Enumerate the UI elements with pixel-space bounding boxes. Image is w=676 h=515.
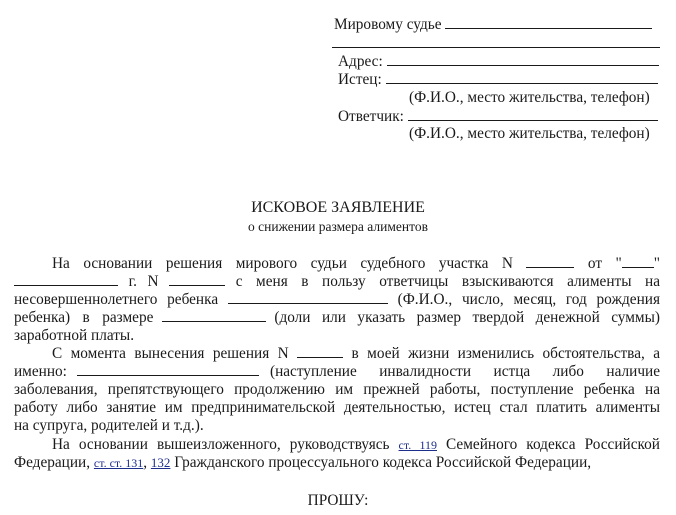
p2-line-4: работу либо занятие им предпринимательской деятельностью, истец стал платить алименты — [14, 399, 660, 416]
defendant-label: Ответчик: — [338, 108, 404, 125]
p2-line-1: С момента вынесения решения N в моей жизни изменились обстоятельства, а — [52, 345, 661, 362]
judge-name-blank — [445, 15, 652, 29]
court-number-blank — [526, 255, 574, 268]
plaintiff-hint: (Ф.И.О., место жительства, телефон) — [409, 89, 650, 106]
day-blank — [622, 255, 654, 268]
civil-procedure-article-131-link[interactable]: ст. ст. 131 — [93, 456, 144, 470]
address-blank — [387, 52, 659, 66]
date-blank — [14, 273, 118, 286]
p1-line-2: г. N с меня в пользу ответчицы взыскиваются алименты на — [14, 273, 660, 291]
circumstances-blank — [77, 363, 259, 376]
plaintiff-blank — [386, 70, 658, 84]
document-title: ИСКОВОЕ ЗАЯВЛЕНИЕ — [251, 199, 425, 216]
defendant-blank — [408, 107, 658, 121]
document-subtitle: о снижении размера алиментов — [248, 219, 428, 234]
civil-procedure-article-132-link[interactable]: 132 — [150, 455, 171, 470]
child-name-blank — [228, 291, 388, 304]
defendant-hint: (Ф.И.О., место жительства, телефон) — [409, 125, 650, 142]
p1-line-5: заработной платы. — [14, 327, 135, 344]
family-code-article-119-link[interactable]: ст. 119 — [398, 438, 437, 452]
request-heading: ПРОШУ: — [307, 492, 369, 509]
decision-number-blank — [169, 273, 225, 286]
amount-blank — [162, 309, 266, 322]
p2-line-5: на супруга, родителей и т.д.). — [14, 417, 204, 434]
judge-label: Мировому судье — [334, 16, 442, 33]
p3-line-2: Федерации, ст. ст. 131, 132 Гражданского процессуального кодекса Российской Федерации, — [14, 454, 592, 471]
address-line — [338, 52, 659, 71]
p3-line-1: На основании вышеизложенного, руководствуясь ст. 119 Семейного кодекса Российской — [52, 436, 660, 453]
defendant-line — [338, 107, 658, 126]
p2-decision-number-blank — [297, 345, 343, 358]
p1-line-3: несовершеннолетнего ребенка (Ф.И.О., число, месяц, год рождения — [14, 291, 660, 308]
address-label: Адрес: — [338, 53, 383, 70]
p2-line-3: заболевания, препятствующего продолжению им прежней работы, поступление ребенка на — [14, 381, 660, 398]
judge-name-continuation-line — [332, 47, 660, 48]
plaintiff-label: Истец: — [338, 71, 382, 88]
p1-line-4: ребенка) в размере (доли или указать размер твердой денежной суммы) — [14, 309, 660, 326]
p1-line-1: На основании решения мирового судьи судебного участка N от " " — [52, 255, 661, 272]
p2-line-2: именно: (наступление инвалидности истца либо наличие — [14, 363, 661, 380]
plaintiff-line — [338, 70, 658, 89]
judge-line — [334, 15, 652, 34]
